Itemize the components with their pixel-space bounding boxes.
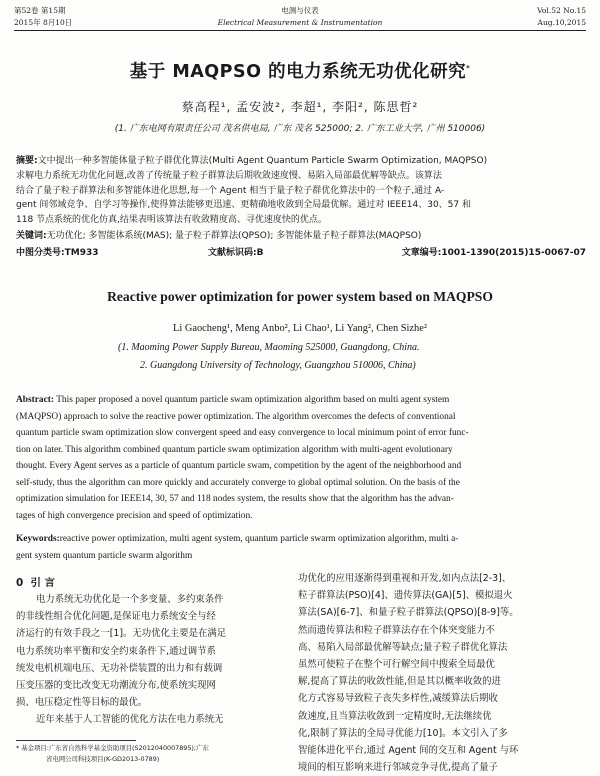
doc-code: 文献标识码:B — [208, 248, 264, 258]
section-heading: 0 引 言 — [16, 577, 55, 589]
authors-en: Li Gaocheng¹, Meng Anbo², Li Chao¹, Li Yang², Chen Sizhe² — [173, 323, 427, 334]
title-cn: 基于 MAQPSO 的电力系统无功优化研究* — [129, 62, 471, 82]
header-journal-en: Electrical Measurement & Instrumentation — [217, 18, 383, 27]
keywords-cn: 关键词:无功优化; 多智能体系统(MAS); 量子粒子群算法(QPSO); 多智能体量子粒子群算法(MAQPSO) — [16, 231, 422, 241]
affiliation-en-1: (1. Maoming Power Supply Bureau, Maoming 525000, Guangdong, China. — [118, 342, 420, 353]
header-volume: 第52卷 第15期 — [14, 6, 66, 15]
affiliation-cn: (1. 广东电网有限责任公司 茂名供电局, 广东 茂名 525000; 2. 广东工业大学, 广州 510006) — [114, 124, 486, 134]
footnote: * 基金项目:广东省自然科学基金资助项目(S2012040007895);广东 省电网公司科技项目(K-GD2013-0789) — [16, 744, 209, 763]
header-journal-cn: 电测与仪表 — [281, 6, 319, 15]
header-volume-en: Vol.52 No.15 — [537, 6, 586, 15]
body-left-column: 电力系统无功优化是一个多变量、多约束条件 的非线性组合优化问题,是保证电力系统安全与经 济运行的有效手段之一[1]。无功优化主要是在满足 电力系统功率平衡和安全约束条件下,通过调节系 统发电机机端电压、无功补偿装置的出力和有载调 压变压器的变比改变无功潮流分布,使系统实现网 损、电压稳定性等目标的最优。 近年来基于人工智能的优化方法在电力系统无 — [16, 594, 227, 726]
abstract-cn-label: 摘要: — [16, 156, 38, 166]
title-en: Reactive power optimization for power system based on MAQPSO — [107, 289, 493, 304]
header-date-en: Aug.10,2015 — [537, 18, 586, 27]
keywords-en-label: Keywords: — [16, 534, 60, 544]
header-rule — [14, 30, 586, 31]
affiliation-en-2: 2. Guangdong University of Technology, Guangzhou 510006, China) — [140, 360, 416, 371]
keywords-en: Keywords:reactive power optimization, multi agent system, quantum particle swarm optimization algorithm, multi a- gent system quantum particle swarm algorithm — [16, 534, 459, 561]
abstract-en: Abstract: This paper proposed a novel quantum particle swam optimization algorithm based on multi agent system (MAQPSO) approach to solve the reactive power optimization. The algorithm overcomes the defects of conventional quantum particle swam optimization slow convergent speed and easy convergence to local minimum point of error func- tion on later. This algorithm combined quantum particle swam optimization algorithm with multi-agent evolutionary thought. Every Agent serves as a particle of quantum particle swam, competition by the agent of the neighborhood and self-study, thus the algorithm can more quickly and accurately converge to global optimal solution. On the basis of the optimization simulation for IEEE14, 30, 57 and 118 nodes system, the results show that the algorithm has the advan- tages of high convergence precision and speed of optimization. — [16, 395, 469, 521]
header-date: 2015年 8月10日 — [14, 18, 73, 27]
authors-cn: 蔡高程¹, 孟安波², 李超¹, 李阳², 陈思哲² — [181, 100, 419, 114]
body-right-column: 功优化的应用逐渐得到重视和开发,如内点法[2-3]、 粒子群算法(PSO)[4]、遗传算法(GA)[5]、模拟退火 算法(SA)[6-7]、和量子粒子群算法(QPSO)[8-9]等。 然而遗传算法和粒子群算法存在个体突变能力不 高、易陷入局部最优解等缺点;量子粒子群优化算法 虽然可使粒子在整个可行解空间中搜索全局最优 解,提高了算法的收敛性能,但是其以概率收敛的进 化方式容易导致粒子丧失多样性,减缓算法后期收 敛速度,且当算法收敛到一定精度时,无法继续优 化,限制了算法的全局寻优能力[10]。本文引入了多 智能体进化平台,通过 Agent 间的交互和 Agent 与环 境间的相互影响来进行邻域竞争寻优,提高了量子 — [298, 573, 519, 774]
keywords-cn-label: 关键词: — [16, 231, 47, 241]
footnote-rule — [16, 740, 136, 741]
abstract-cn: 摘要:文中提出一种多智能体量子粒子群优化算法(Multi Agent Quantum Particle Swarm Optimization, MAQPSO) 求解电力系统无功优化问题,改善了传统量子粒子群算法后期收敛速度慢、易陷入局部最优解等缺点。该算法 结合了量子粒子群算法和多智能体进化思想,每一个 Agent 相当于量子粒子群优化算法中的一个粒子,通过 A- gent 间邻域竞争、自学习等操作,使得算法能够更迅速、更精确地收敛到全局最优解。通过对 IEEE14、30、57 和 118 节点系统的优化仿真,结果表明该算法有收敛精度高、寻优速度快的优点。 — [16, 156, 488, 226]
article-number: 文章编号:1001-1390(2015)15-0067-07 — [401, 248, 586, 258]
abstract-en-label: Abstract: — [16, 395, 55, 405]
clc-number: 中图分类号:TM933 — [16, 248, 99, 258]
